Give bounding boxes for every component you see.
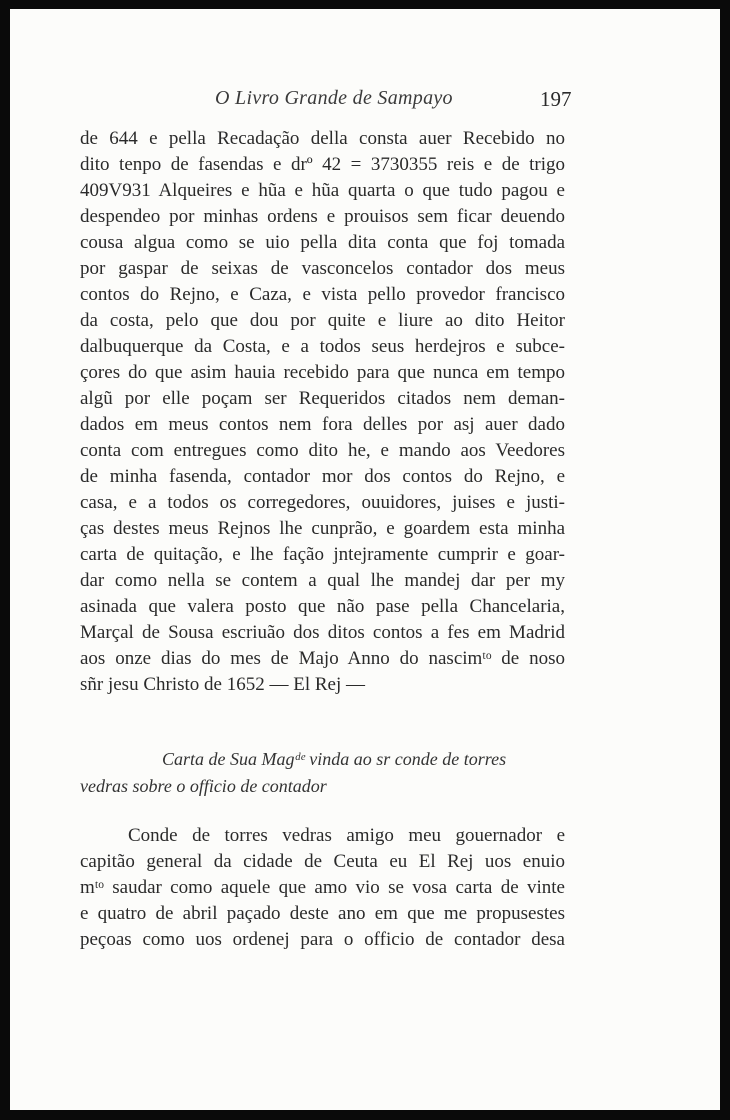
page-number: 197 <box>540 87 572 111</box>
text-line: ças destes meus Rejnos lhe cunprão, e goardem esta minha <box>80 518 565 539</box>
text-line: 409V931 Alqueires e hũa e hũa quarta o que tudo pagou e <box>80 180 565 201</box>
text-line: peçoas como uos ordenej para o officio de contador desa <box>80 929 565 950</box>
text-line: dito tenpo de fasendas e drº 42 = 3730355 reis e de trigo <box>80 154 565 175</box>
text-line: capitão general da cidade de Ceuta eu El Rej uos enuio <box>80 851 565 872</box>
text-line: por gaspar de seixas de vasconcelos contador dos meus <box>80 258 565 279</box>
text-line: cousa algua como se uio pella dita conta que foj tomada <box>80 232 565 253</box>
section-heading <box>80 746 565 800</box>
text-line: algũ por elle poçam ser Requeridos citados nem deman- <box>80 388 565 409</box>
text-line: e quatro de abril paçado deste ano em que me propusestes <box>80 903 565 924</box>
text-line: da costa, pelo que dou por quite e liure ao dito Heitor <box>80 310 565 331</box>
text-line: asinada que valera posto que não pase pella Chancelaria, <box>80 596 565 617</box>
text-line: contos do Rejno, e Caza, e vista pello provedor francisco <box>80 284 565 305</box>
text-line: carta de quitação, e lhe fação jntejramente cumprir e goar- <box>80 544 565 565</box>
text-line: de 644 e pella Recadação della consta auer Recebido no <box>80 128 565 149</box>
text-line: dados em meus contos nem fora delles por asj auer dado <box>80 414 565 435</box>
text-line: Marçal de Sousa escriuão dos ditos contos a fes em Madrid <box>80 622 565 643</box>
text-line: dalbuquerque da Costa, e a todos seus herdejros e subce- <box>80 336 565 357</box>
section-heading-line: Carta de Sua Magᵈᵉ vinda ao sr conde de torres <box>162 749 507 769</box>
text-line: sñr jesu Christo de 1652 — El Rej — <box>80 674 365 695</box>
section-heading-line: vedras sobre o officio de contador <box>80 776 327 796</box>
text-line: aos onze dias do mes de Majo Anno do nascimᵗᵒ de noso <box>80 648 565 669</box>
text-line: conta com entregues como dito he, e mando aos Veedores <box>80 440 565 461</box>
text-line: çores do que asim hauia recebido para que nunca em tempo <box>80 362 565 383</box>
running-title: O Livro Grande de Sampayo <box>215 87 453 109</box>
letter-paragraph <box>80 823 565 953</box>
text-line: de minha fasenda, contador mor dos contos do Rejno, e <box>80 466 565 487</box>
main-paragraph <box>80 126 565 698</box>
text-line: dar como nella se contem a qual lhe mandej dar per my <box>80 570 565 591</box>
text-line: casa, e a todos os corregedores, ouuidores, juises e justi- <box>80 492 565 513</box>
text-line: mᵗᵒ saudar como aquele que amo vio se vosa carta de vinte <box>80 877 565 898</box>
text-line: despendeo por minhas ordens e prouisos sem ficar deuendo <box>80 206 565 227</box>
text-line: Conde de torres vedras amigo meu gouernador e <box>128 825 565 846</box>
